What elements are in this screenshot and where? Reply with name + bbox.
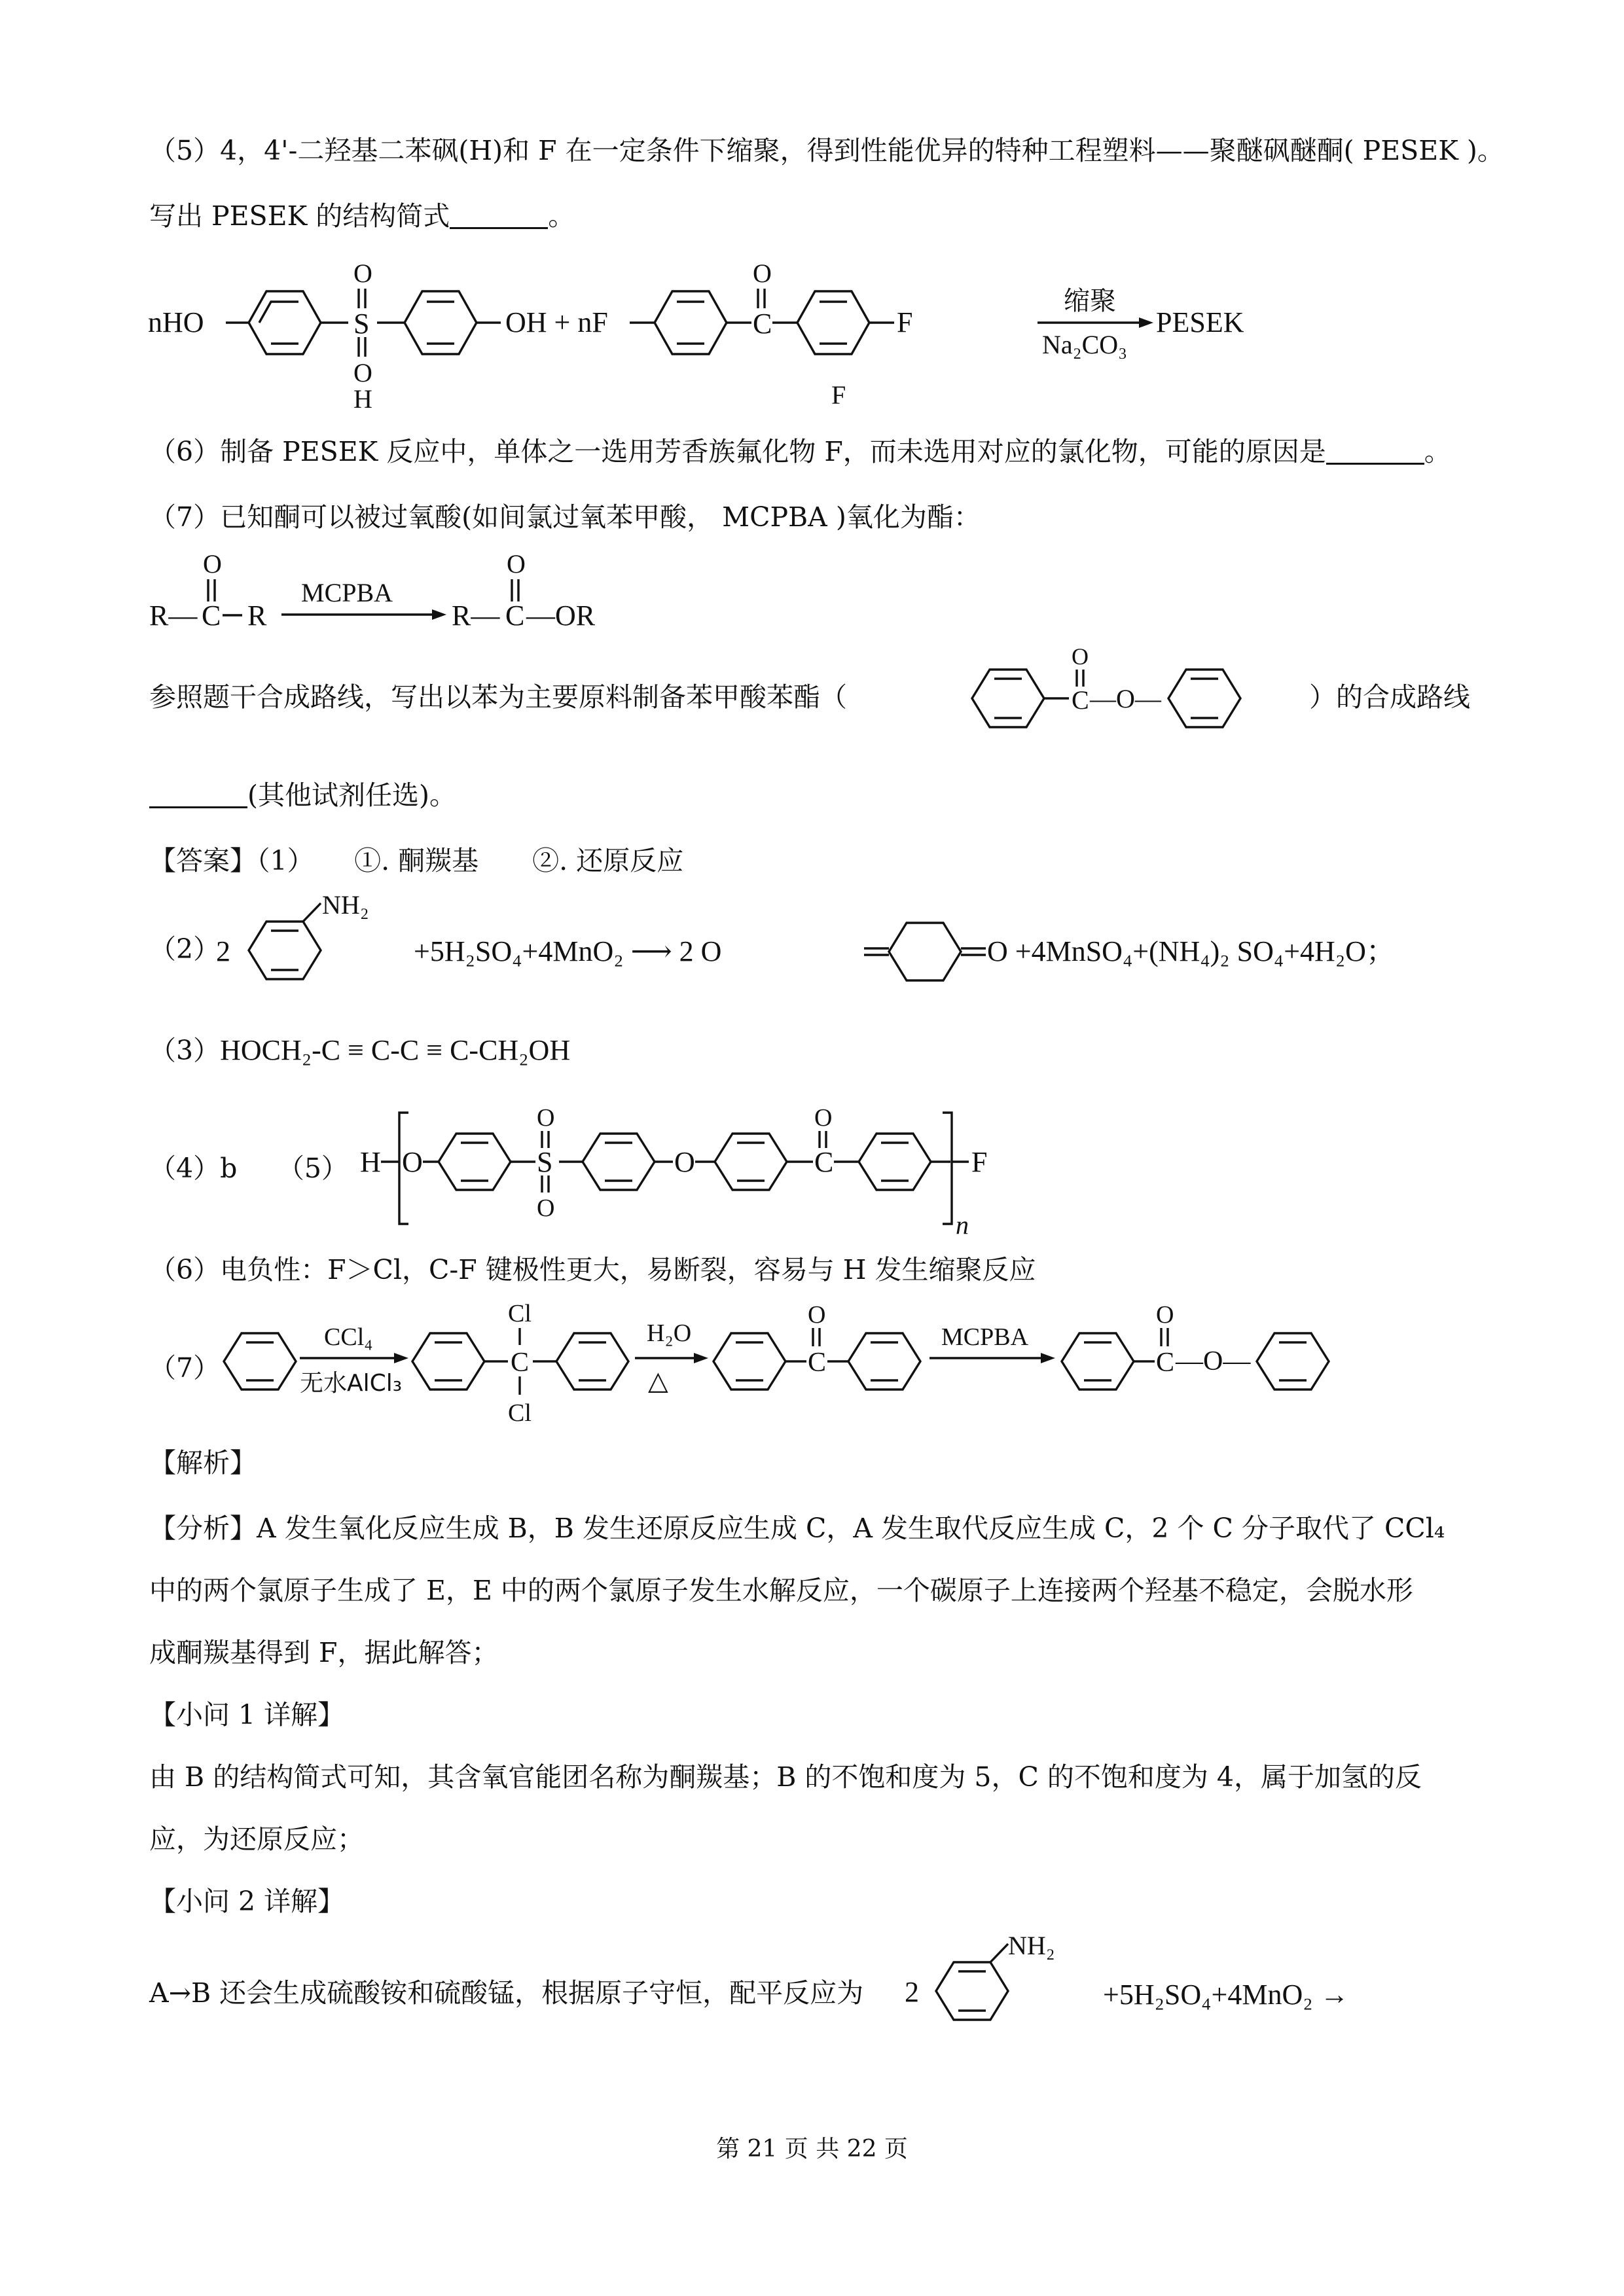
answer-2-equation <box>209 890 1453 1008</box>
sub-question-2-equation <box>903 1931 1427 2042</box>
mcpba-oxidation-scheme <box>144 547 641 645</box>
svg-text:O: O <box>537 1194 555 1222</box>
answer-blank <box>149 780 247 808</box>
svg-text:F: F <box>971 1146 988 1178</box>
svg-text:H₂O: H₂O <box>647 1319 692 1347</box>
svg-text:C: C <box>1072 685 1089 715</box>
svg-text:—OR: —OR <box>526 600 596 632</box>
page-footer: 第 21 页 共 22 页 <box>716 2136 908 2162</box>
svg-text:△: △ <box>648 1366 668 1395</box>
svg-text:S: S <box>537 1146 553 1178</box>
svg-text:C: C <box>505 600 525 632</box>
sub-question-1-line-2: 应，为还原反应； <box>149 1823 364 1855</box>
svg-text:O: O <box>402 1146 423 1178</box>
svg-text:O: O <box>537 1104 555 1132</box>
question-7-line-2a: 参照题干合成路线，写出以苯为主要原料制备苯甲酸苯酯（ <box>149 681 847 713</box>
question-6-line: （6）制备 PESEK 反应中，单体之一选用芳香族氟化物 F，而未选用对应的氯化物，可能的原因是 。 <box>149 436 1451 467</box>
sub-question-2-title: 【小问 2 详解】 <box>149 1886 345 1917</box>
svg-text:Cl: Cl <box>508 1399 532 1427</box>
svg-text:无水AlCl₃: 无水AlCl₃ <box>300 1370 403 1397</box>
answer-2-label: （2） <box>149 933 221 965</box>
answer-7-label: （7） <box>149 1352 221 1384</box>
question-7-line-2b: ）的合成路线 <box>1309 681 1470 713</box>
svg-text:H: H <box>360 1146 381 1178</box>
analysis-line-3: 成酮羰基得到 F，据此解答； <box>149 1637 499 1668</box>
svg-text:MCPBA: MCPBA <box>941 1323 1029 1351</box>
svg-text:O: O <box>507 549 526 579</box>
question-5-line-2: 写出 PESEK 的结构简式 。 <box>149 200 575 232</box>
svg-text:F: F <box>831 380 846 410</box>
answer-blank <box>1326 437 1424 465</box>
svg-text:PESEK: PESEK <box>1156 306 1244 338</box>
svg-text:O: O <box>353 259 372 288</box>
svg-text:缩聚: 缩聚 <box>1064 286 1116 316</box>
svg-text:O: O <box>1156 1301 1174 1329</box>
svg-text:O: O <box>1072 643 1089 670</box>
svg-text:O: O <box>808 1301 826 1329</box>
analysis-heading: 【解析】 <box>149 1447 257 1479</box>
svg-text:R: R <box>247 600 267 632</box>
analysis-line-1: 【分析】A 发生氧化反应生成 B，B 发生还原反应生成 C，A 发生取代反应生成 C，2 个 C 分子取代了 CCl₄ <box>149 1513 1445 1544</box>
svg-text:+5H₂SO₄+4MnO₂ ⟶ 2 O: +5H₂SO₄+4MnO₂ ⟶ 2 O <box>414 935 722 967</box>
svg-text:C: C <box>814 1146 834 1178</box>
svg-text:2: 2 <box>905 1976 919 2008</box>
svg-text:O: O <box>353 358 372 387</box>
svg-text:—O—: —O— <box>1176 1346 1251 1376</box>
sub-question-2-line-1: A→B 还会生成硫酸铵和硫酸锰，根据原子守恒，配平反应为 <box>149 1977 864 2009</box>
svg-text:2: 2 <box>216 935 230 967</box>
svg-text:R—: R— <box>452 600 500 632</box>
svg-text:Na₂CO₃: Na₂CO₃ <box>1042 330 1128 359</box>
answer-4-5-label: （4）b （5） <box>149 1153 348 1184</box>
svg-text:NH₂: NH₂ <box>1008 1931 1055 1960</box>
svg-text:+5H₂SO₄+4MnO₂ →: +5H₂SO₄+4MnO₂ → <box>1103 1979 1349 2011</box>
svg-text:O: O <box>203 549 222 579</box>
svg-text:C: C <box>1156 1348 1175 1378</box>
svg-text:MCPBA: MCPBA <box>301 578 393 607</box>
svg-text:CCl₄: CCl₄ <box>324 1323 373 1351</box>
svg-text:C: C <box>753 308 772 340</box>
svg-text:C: C <box>808 1348 827 1378</box>
svg-text:H: H <box>353 384 372 414</box>
answer-3: （3）HOCH₂-C ≡ C-C ≡ C-CH₂OH <box>149 1034 571 1066</box>
answer-blank <box>450 201 548 229</box>
question-7-line-1: （7）已知酮可以被过氧酸(如间氯过氧苯甲酸， MCPBA )氧化为酯： <box>149 501 981 533</box>
answer-7-synthesis-route <box>223 1293 1414 1443</box>
pesek-reaction-scheme <box>131 259 1309 416</box>
svg-text:Cl: Cl <box>508 1300 532 1327</box>
svg-text:C: C <box>511 1348 530 1378</box>
svg-text:R—: R— <box>149 600 198 632</box>
svg-text:S: S <box>353 308 370 340</box>
sub-question-1-line-1: 由 B 的结构简式可知，其含氧官能团名称为酮羰基；B 的不饱和度为 5，C 的不饱和度为 4，属于加氢的反 <box>149 1761 1422 1793</box>
svg-text:OH + nF: OH + nF <box>505 306 608 338</box>
question-7-line-3: (其他试剂任选)。 <box>149 776 456 815</box>
svg-text:O: O <box>674 1146 695 1178</box>
analysis-line-2: 中的两个氯原子生成了 E，E 中的两个氯原子发生水解反应，一个碳原子上连接两个羟基不稳定，会脱水形 <box>149 1575 1413 1606</box>
svg-text:NH₂: NH₂ <box>322 890 369 920</box>
svg-text:O: O <box>814 1104 833 1132</box>
svg-text:n: n <box>956 1210 969 1240</box>
svg-text:nHO: nHO <box>148 306 204 338</box>
phenyl-benzoate-structure <box>972 645 1312 736</box>
answer-6: （6）电负性：F＞Cl，C-F 键极性更大，易断裂，容易与 H 发生缩聚反应 <box>149 1254 1036 1285</box>
svg-text:O: O <box>753 259 772 288</box>
svg-text:C: C <box>202 600 221 632</box>
svg-text:—O—: —O— <box>1090 684 1161 713</box>
pesek-structure <box>353 1100 1139 1250</box>
sub-question-1-title: 【小问 1 详解】 <box>149 1699 345 1731</box>
answer-1: 【答案】（1） ①. 酮羰基 ②. 还原反应 <box>149 845 684 876</box>
question-5-line-1: （5）4，4'-二羟基二苯砜(H)和 F 在一定条件下缩聚，得到性能优异的特种工程塑料——聚醚砜醚酮( PESEK )。 <box>149 135 1504 166</box>
svg-text:O +4MnSO₄+(NH₄)₂ SO₄+4H₂O；: O +4MnSO₄+(NH₄)₂ SO₄+4H₂O； <box>987 935 1395 967</box>
svg-text:F: F <box>897 306 913 338</box>
